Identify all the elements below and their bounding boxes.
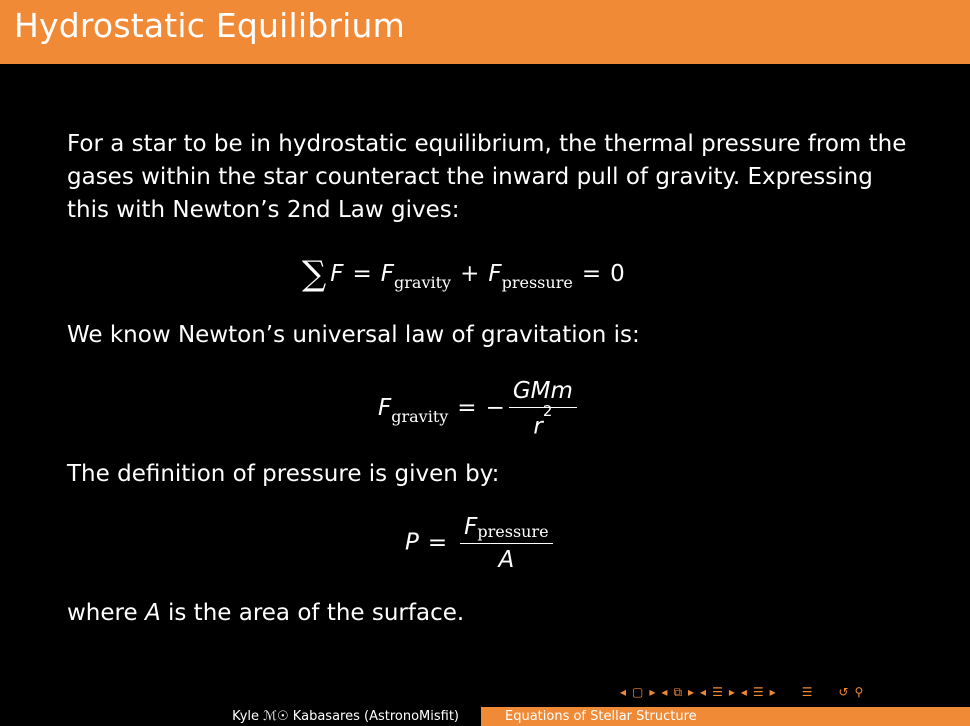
eq1-sub-pressure: pressure <box>501 273 573 292</box>
sum-symbol: ∑ <box>302 254 327 294</box>
para4-pre: where <box>67 600 145 626</box>
eq1-sub-gravity: gravity <box>394 273 452 292</box>
eq1-equals-2: = <box>581 261 602 287</box>
eq1-plus: + <box>460 261 480 287</box>
eq2-den-exp: 2 <box>542 402 553 420</box>
section-prev-icon-2[interactable]: ◂ <box>740 685 747 699</box>
footer-author: Kyle ℳ☉ Kabasares (AstronoMisfit) <box>232 709 459 724</box>
equation-gravity <box>378 378 581 440</box>
section-next-icon-2[interactable]: ▸ <box>769 685 776 699</box>
align-icon[interactable]: ☰ <box>801 685 813 699</box>
equation-pressure <box>405 514 557 573</box>
frame-next-icon[interactable]: ▸ <box>649 685 656 699</box>
paragraph-intro: For a star to be in hydrostatic equilibrium, the thermal pressure from the gases within the star counteract the inward pull of gravity. Expressing this with Newton’s 2nd Law gives: <box>67 131 907 223</box>
subsection-icon[interactable]: ⧉ <box>673 684 683 699</box>
search-back-icon[interactable]: ↺ <box>838 685 849 699</box>
subsection-next-icon[interactable]: ▸ <box>688 685 695 699</box>
section-icon-2[interactable]: ☰ <box>752 685 764 699</box>
eq2-equals: = <box>457 394 477 421</box>
search-icon[interactable]: ⚲ <box>854 685 864 699</box>
equation-force-balance <box>302 250 625 294</box>
eq3-denominator: A <box>498 547 515 573</box>
eq1-F: F <box>330 261 344 287</box>
eq1-zero: 0 <box>610 261 625 287</box>
subsection-prev-icon[interactable]: ◂ <box>661 685 668 699</box>
eq3-P: P <box>405 529 419 556</box>
paragraph-pressure-def: The definition of pressure is given by: <box>67 461 500 487</box>
eq2-fraction <box>509 378 577 440</box>
eq1-equals: = <box>352 261 372 287</box>
eq3-num-sub: pressure <box>477 522 549 541</box>
footer-talk-title: Equations of Stellar Structure <box>505 709 697 724</box>
eq1-F-pressure: F <box>488 261 502 287</box>
slide-title: Hydrostatic Equilibrium <box>14 6 405 45</box>
section-icon[interactable]: ☰ <box>712 685 723 699</box>
eq2-minus: − <box>485 394 505 421</box>
paragraph-area <box>67 597 907 630</box>
eq2-F: F <box>378 394 392 421</box>
paragraph-gravitation: We know Newton’s universal law of gravitation is: <box>67 322 640 348</box>
footer-author-box <box>0 707 481 726</box>
eq2-numerator: GMm <box>509 378 577 408</box>
footer-title-box <box>481 707 970 726</box>
eq2-den-r: r <box>533 413 543 440</box>
section-prev-icon[interactable]: ◂ <box>700 685 707 699</box>
title-bar <box>0 0 970 64</box>
eq3-num-F: F <box>464 514 478 540</box>
navigation-bar <box>620 684 863 700</box>
eq3-equals: = <box>427 529 448 556</box>
frame-prev-icon[interactable]: ◂ <box>620 685 627 699</box>
frame-icon[interactable]: ▢ <box>632 685 644 699</box>
eq1-F-gravity: F <box>380 261 395 287</box>
para4-var-A: A <box>144 600 161 626</box>
section-next-icon[interactable]: ▸ <box>728 685 735 699</box>
eq3-fraction <box>460 514 552 573</box>
para4-post: is the area of the surface. <box>160 600 465 626</box>
eq2-sub-gravity: gravity <box>391 406 449 426</box>
